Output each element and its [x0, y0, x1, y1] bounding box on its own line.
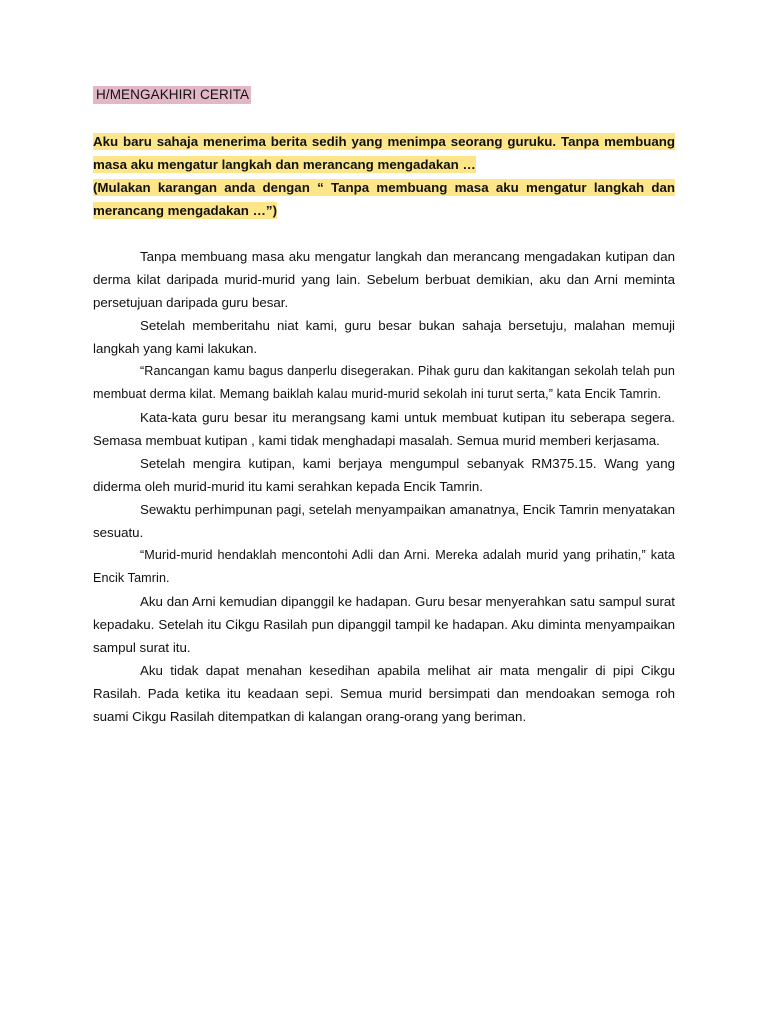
paragraph-2: Setelah memberitahu niat kami, guru besar bukan sahaja bersetuju, malahan memuji langkah yang kami lakukan.: [93, 318, 675, 356]
section-heading: H/MENGAKHIRI CERITA: [93, 86, 251, 104]
paragraph-4: Kata-kata guru besar itu merangsang kami untuk membuat kutipan itu seberapa segera. Semasa membuat kutipan , kami tidak menghadapi masalah. Semua murid memberi kerjasama.: [93, 410, 675, 448]
paragraph-6: Sewaktu perhimpunan pagi, setelah menyampaikan amanatnya, Encik Tamrin menyatakan sesuatu.: [93, 502, 675, 540]
paragraph-5: Setelah mengira kutipan, kami berjaya mengumpul sebanyak RM375.15. Wang yang diderma oleh murid-murid itu kami serahkan kepada Encik Tamrin.: [93, 456, 675, 494]
paragraph-7: “Murid-murid hendaklah mencontohi Adli dan Arni. Mereka adalah murid yang prihatin,” kata Encik Tamrin.: [93, 548, 675, 585]
prompt-line-1: Aku baru sahaja menerima berita sedih yang menimpa seorang guruku. Tanpa membuang masa aku mengatur langkah dan merancang mengadakan …: [93, 134, 675, 172]
essay-prompt: [93, 130, 675, 222]
paragraph-3: “Rancangan kamu bagus danperlu disegerakan. Pihak guru dan kakitangan sekolah telah pun membuat derma kilat. Memang baiklah kalau murid-murid sekolah ini turut serta,” kata Encik Tamrin.: [93, 364, 675, 401]
paragraph-1: Tanpa membuang masa aku mengatur langkah dan merancang mengadakan kutipan dan derma kilat daripada murid-murid yang lain. Sebelum berbuat demikian, aku dan Arni meminta persetujuan daripada guru besar.: [93, 249, 675, 310]
document-page: [93, 86, 675, 728]
paragraph-8: Aku dan Arni kemudian dipanggil ke hadapan. Guru besar menyerahkan satu sampul surat kepadaku. Setelah itu Cikgu Rasilah pun dipanggil tampil ke hadapan. Aku diminta menyampaikan sampul surat itu.: [93, 594, 675, 655]
prompt-line-2: (Mulakan karangan anda dengan “ Tanpa membuang masa aku mengatur langkah dan merancang mengadakan …”): [93, 180, 675, 218]
essay-body: [93, 245, 675, 728]
paragraph-9: Aku tidak dapat menahan kesedihan apabila melihat air mata mengalir di pipi Cikgu Rasilah. Pada ketika itu keadaan sepi. Semua murid bersimpati dan mendoakan semoga roh suami Cikgu Rasilah ditempatkan di kalangan orang-orang yang beriman.: [93, 663, 675, 724]
